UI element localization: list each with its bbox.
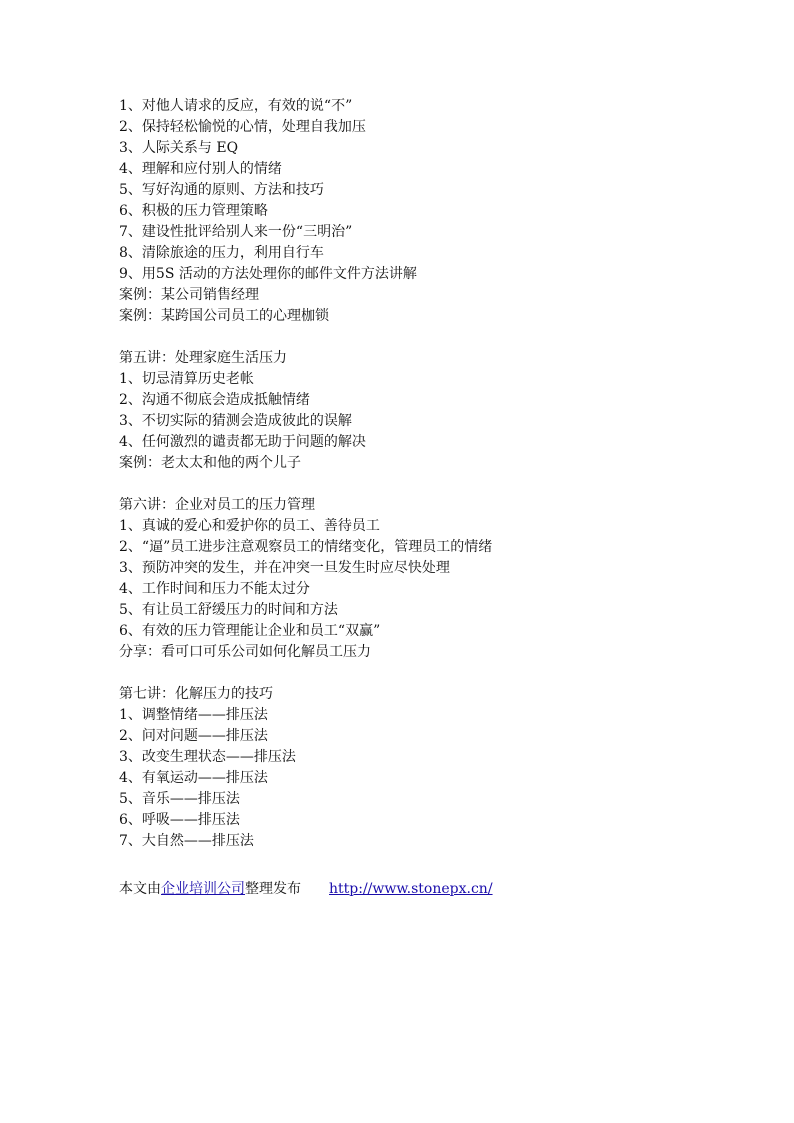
- share-item: 分享：看可口可乐公司如何化解员工压力: [119, 644, 371, 660]
- footer-suffix: 整理发布: [245, 881, 301, 897]
- list-item: 7、大自然——排压法: [119, 833, 254, 849]
- list-item: 9、用5S 活动的方法处理你的邮件文件方法讲解: [119, 266, 417, 282]
- list-item: 3、不切实际的猜测会造成彼此的误解: [119, 413, 352, 429]
- list-item: 6、呼吸——排压法: [119, 812, 240, 828]
- footer-prefix: 本文由: [119, 881, 161, 897]
- list-item: 1、调整情绪——排压法: [119, 707, 268, 723]
- list-item: 7、建设性批评给别人来一份“三明治”: [119, 224, 353, 240]
- list-item: 3、人际关系与 EQ: [119, 140, 239, 156]
- list-item: 6、积极的压力管理策略: [119, 203, 268, 219]
- list-item: 3、改变生理状态——排压法: [119, 749, 296, 765]
- list-item: 5、音乐——排压法: [119, 791, 240, 807]
- list-item: 5、有让员工舒缓压力的时间和方法: [119, 602, 338, 618]
- list-item: 2、保持轻松愉悦的心情，处理自我加压: [119, 119, 366, 135]
- section5: [119, 348, 739, 474]
- list-item: 8、清除旅途的压力，利用自行车: [119, 245, 324, 261]
- spacer: [119, 663, 739, 684]
- list-item: 2、“逼”员工进步注意观察员工的情绪变化，管理员工的情绪: [119, 539, 493, 555]
- section-heading: 第五讲：处理家庭生活压力: [119, 350, 287, 366]
- list-item: 2、沟通不彻底会造成抵触情绪: [119, 392, 310, 408]
- spacer: [119, 474, 739, 495]
- list-item: 2、问对问题——排压法: [119, 728, 268, 744]
- section7: [119, 684, 739, 852]
- list-item: 1、对他人请求的反应，有效的说“不”: [119, 98, 353, 114]
- section6: [119, 495, 739, 663]
- document-body: [119, 96, 739, 852]
- list-item: 6、有效的压力管理能让企业和员工“双赢”: [119, 623, 381, 639]
- case-study-item: 案例：某跨国公司员工的心理枷锁: [119, 308, 329, 324]
- list-item: 3、预防冲突的发生，并在冲突一旦发生时应尽快处理: [119, 560, 450, 576]
- list-item: 4、有氧运动——排压法: [119, 770, 268, 786]
- publish-footer: [119, 879, 493, 900]
- list-item: 1、切忌清算历史老帐: [119, 371, 254, 387]
- list-item: 4、工作时间和压力不能太过分: [119, 581, 310, 597]
- case-study-item: 案例：老太太和他的两个儿子: [119, 455, 301, 471]
- section-heading: 第六讲：企业对员工的压力管理: [119, 497, 315, 513]
- section4-tail-list: [119, 96, 739, 327]
- list-item: 5、写好沟通的原则、方法和技巧: [119, 182, 324, 198]
- list-item: 4、任何激烈的谴责都无助于问题的解决: [119, 434, 366, 450]
- list-item: 1、真诚的爱心和爱护你的员工、善待员工: [119, 518, 380, 534]
- section-heading: 第七讲：化解压力的技巧: [119, 686, 273, 702]
- website-url-link[interactable]: http://www.stonepx.cn/: [329, 881, 493, 897]
- training-company-link[interactable]: 企业培训公司: [161, 881, 245, 897]
- list-item: 4、理解和应付别人的情绪: [119, 161, 282, 177]
- case-study-item: 案例：某公司销售经理: [119, 287, 259, 303]
- spacer: [119, 327, 739, 348]
